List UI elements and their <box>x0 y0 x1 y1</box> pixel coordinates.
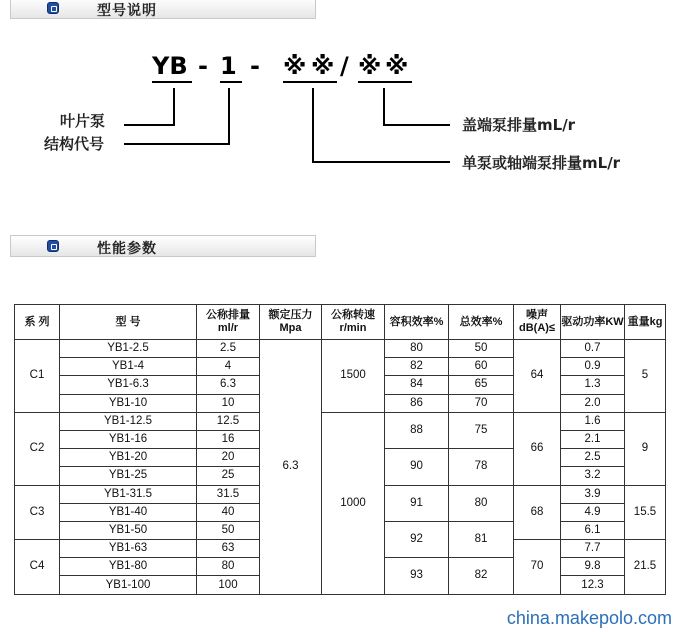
header-model: 型 号 <box>60 305 197 340</box>
cell-model: YB1-80 <box>60 558 197 576</box>
cell-displacement: 50 <box>197 521 260 539</box>
header-rated-speed: 公称转速r/min <box>322 305 385 340</box>
label-structure-code: 结构代号 <box>44 135 105 153</box>
cell-total-eff: 80 <box>449 485 514 521</box>
cell-displacement: 12.5 <box>197 412 260 430</box>
cell-displacement: 6.3 <box>197 376 260 394</box>
cell-vol-eff: 92 <box>385 521 449 557</box>
underline-yb <box>152 81 192 83</box>
model-code-mark: ※ <box>311 52 335 80</box>
table-header-row <box>15 305 666 340</box>
cell-total-eff: 78 <box>449 449 514 485</box>
cell-vol-eff: 88 <box>385 412 449 448</box>
cell-weight: 15.5 <box>625 485 666 540</box>
cell-total-eff: 82 <box>449 558 514 594</box>
cell-vol-eff: 80 <box>385 340 449 358</box>
cell-displacement: 25 <box>197 467 260 485</box>
label-single-shaft-displacement: 单泵或轴端泵排量mL/r <box>462 154 621 172</box>
cell-model: YB1-10 <box>60 394 197 412</box>
cell-model: YB1-16 <box>60 430 197 448</box>
model-code-yb: YB <box>152 52 188 80</box>
cell-weight: 21.5 <box>625 540 666 595</box>
leader-line <box>173 88 175 125</box>
model-code-dash: - <box>198 52 208 80</box>
cell-series: C2 <box>15 412 60 485</box>
cell-total-eff: 60 <box>449 358 514 376</box>
header-series: 系 列 <box>15 305 60 340</box>
cell-displacement: 2.5 <box>197 340 260 358</box>
cell-model: YB1-12.5 <box>60 412 197 430</box>
model-code-dash: - <box>250 52 260 80</box>
cell-power: 6.1 <box>561 521 625 539</box>
cell-displacement: 4 <box>197 358 260 376</box>
cell-series: C1 <box>15 340 60 413</box>
cell-power: 2.0 <box>561 394 625 412</box>
cell-speed: 1500 <box>322 340 385 413</box>
cell-power: 2.1 <box>561 430 625 448</box>
leader-line <box>124 124 175 126</box>
cell-model: YB1-25 <box>60 467 197 485</box>
cell-vol-eff: 84 <box>385 376 449 394</box>
section-title: 型号说明 <box>97 3 157 19</box>
model-code-one: 1 <box>220 52 237 80</box>
label-vane-pump: 叶片泵 <box>60 112 106 130</box>
cell-displacement: 100 <box>197 576 260 594</box>
square-bullet-icon <box>47 240 59 252</box>
cell-model: YB1-31.5 <box>60 485 197 503</box>
header-weight: 重量kg <box>625 305 666 340</box>
table-row <box>15 412 666 430</box>
model-code-mark: ※ <box>358 52 382 80</box>
cell-power: 9.8 <box>561 558 625 576</box>
cell-power: 1.3 <box>561 376 625 394</box>
underline-cover-pump <box>358 81 412 83</box>
leader-line <box>312 161 450 163</box>
cell-model: YB1-40 <box>60 503 197 521</box>
cell-vol-eff: 93 <box>385 558 449 594</box>
header-drive-power: 驱动功率KW <box>561 305 625 340</box>
cell-vol-eff: 82 <box>385 358 449 376</box>
cell-displacement: 63 <box>197 540 260 558</box>
header-total-efficiency: 总效率% <box>449 305 514 340</box>
cell-model: YB1-20 <box>60 449 197 467</box>
cell-total-eff: 81 <box>449 521 514 557</box>
cell-vol-eff: 91 <box>385 485 449 521</box>
leader-line <box>312 88 314 162</box>
cell-total-eff: 50 <box>449 340 514 358</box>
cell-power: 4.9 <box>561 503 625 521</box>
underline-main-pump <box>283 81 337 83</box>
cell-series: C3 <box>15 485 60 540</box>
cell-power: 0.7 <box>561 340 625 358</box>
underline-one <box>220 81 242 83</box>
header-noise: 噪声dB(A)≤ <box>514 305 561 340</box>
model-code-mark: ※ <box>385 52 409 80</box>
cell-displacement: 80 <box>197 558 260 576</box>
cell-model: YB1-100 <box>60 576 197 594</box>
section-title: 性能参数 <box>97 241 157 257</box>
cell-noise: 64 <box>514 340 561 413</box>
leader-line <box>383 124 450 126</box>
leader-line <box>383 88 385 125</box>
cell-vol-eff: 90 <box>385 449 449 485</box>
cell-speed: 1000 <box>322 412 385 594</box>
cell-noise: 68 <box>514 485 561 540</box>
label-cover-end-displacement: 盖端泵排量mL/r <box>462 116 576 134</box>
model-code-mark: ※ <box>283 52 307 80</box>
leader-line <box>228 88 230 144</box>
watermark: china.makepolo.com <box>506 608 672 628</box>
cell-weight: 5 <box>625 340 666 413</box>
table-row <box>15 340 666 358</box>
cell-displacement: 16 <box>197 430 260 448</box>
section-header-performance <box>10 235 316 257</box>
performance-table <box>14 304 666 595</box>
header-volumetric-efficiency: 容积效率% <box>385 305 449 340</box>
cell-model: YB1-6.3 <box>60 376 197 394</box>
cell-power: 0.9 <box>561 358 625 376</box>
model-code-slash: / <box>340 52 349 80</box>
cell-noise: 70 <box>514 540 561 595</box>
cell-displacement: 10 <box>197 394 260 412</box>
cell-power: 3.9 <box>561 485 625 503</box>
cell-model: YB1-4 <box>60 358 197 376</box>
square-bullet-icon <box>47 2 59 14</box>
cell-displacement: 40 <box>197 503 260 521</box>
cell-displacement: 31.5 <box>197 485 260 503</box>
section-header-model-explanation <box>10 0 316 19</box>
cell-power: 2.5 <box>561 449 625 467</box>
cell-power: 1.6 <box>561 412 625 430</box>
cell-model: YB1-2.5 <box>60 340 197 358</box>
header-displacement: 公称排量ml/r <box>197 305 260 340</box>
cell-total-eff: 70 <box>449 394 514 412</box>
cell-rated-pressure: 6.3 <box>260 340 322 595</box>
cell-total-eff: 65 <box>449 376 514 394</box>
cell-series: C4 <box>15 540 60 595</box>
cell-total-eff: 75 <box>449 412 514 448</box>
cell-noise: 66 <box>514 412 561 485</box>
cell-power: 7.7 <box>561 540 625 558</box>
cell-power: 3.2 <box>561 467 625 485</box>
header-rated-pressure: 额定压力Mpa <box>260 305 322 340</box>
cell-power: 12.3 <box>561 576 625 594</box>
cell-displacement: 20 <box>197 449 260 467</box>
leader-line <box>124 143 230 145</box>
cell-weight: 9 <box>625 412 666 485</box>
cell-model: YB1-50 <box>60 521 197 539</box>
cell-model: YB1-63 <box>60 540 197 558</box>
cell-vol-eff: 86 <box>385 394 449 412</box>
